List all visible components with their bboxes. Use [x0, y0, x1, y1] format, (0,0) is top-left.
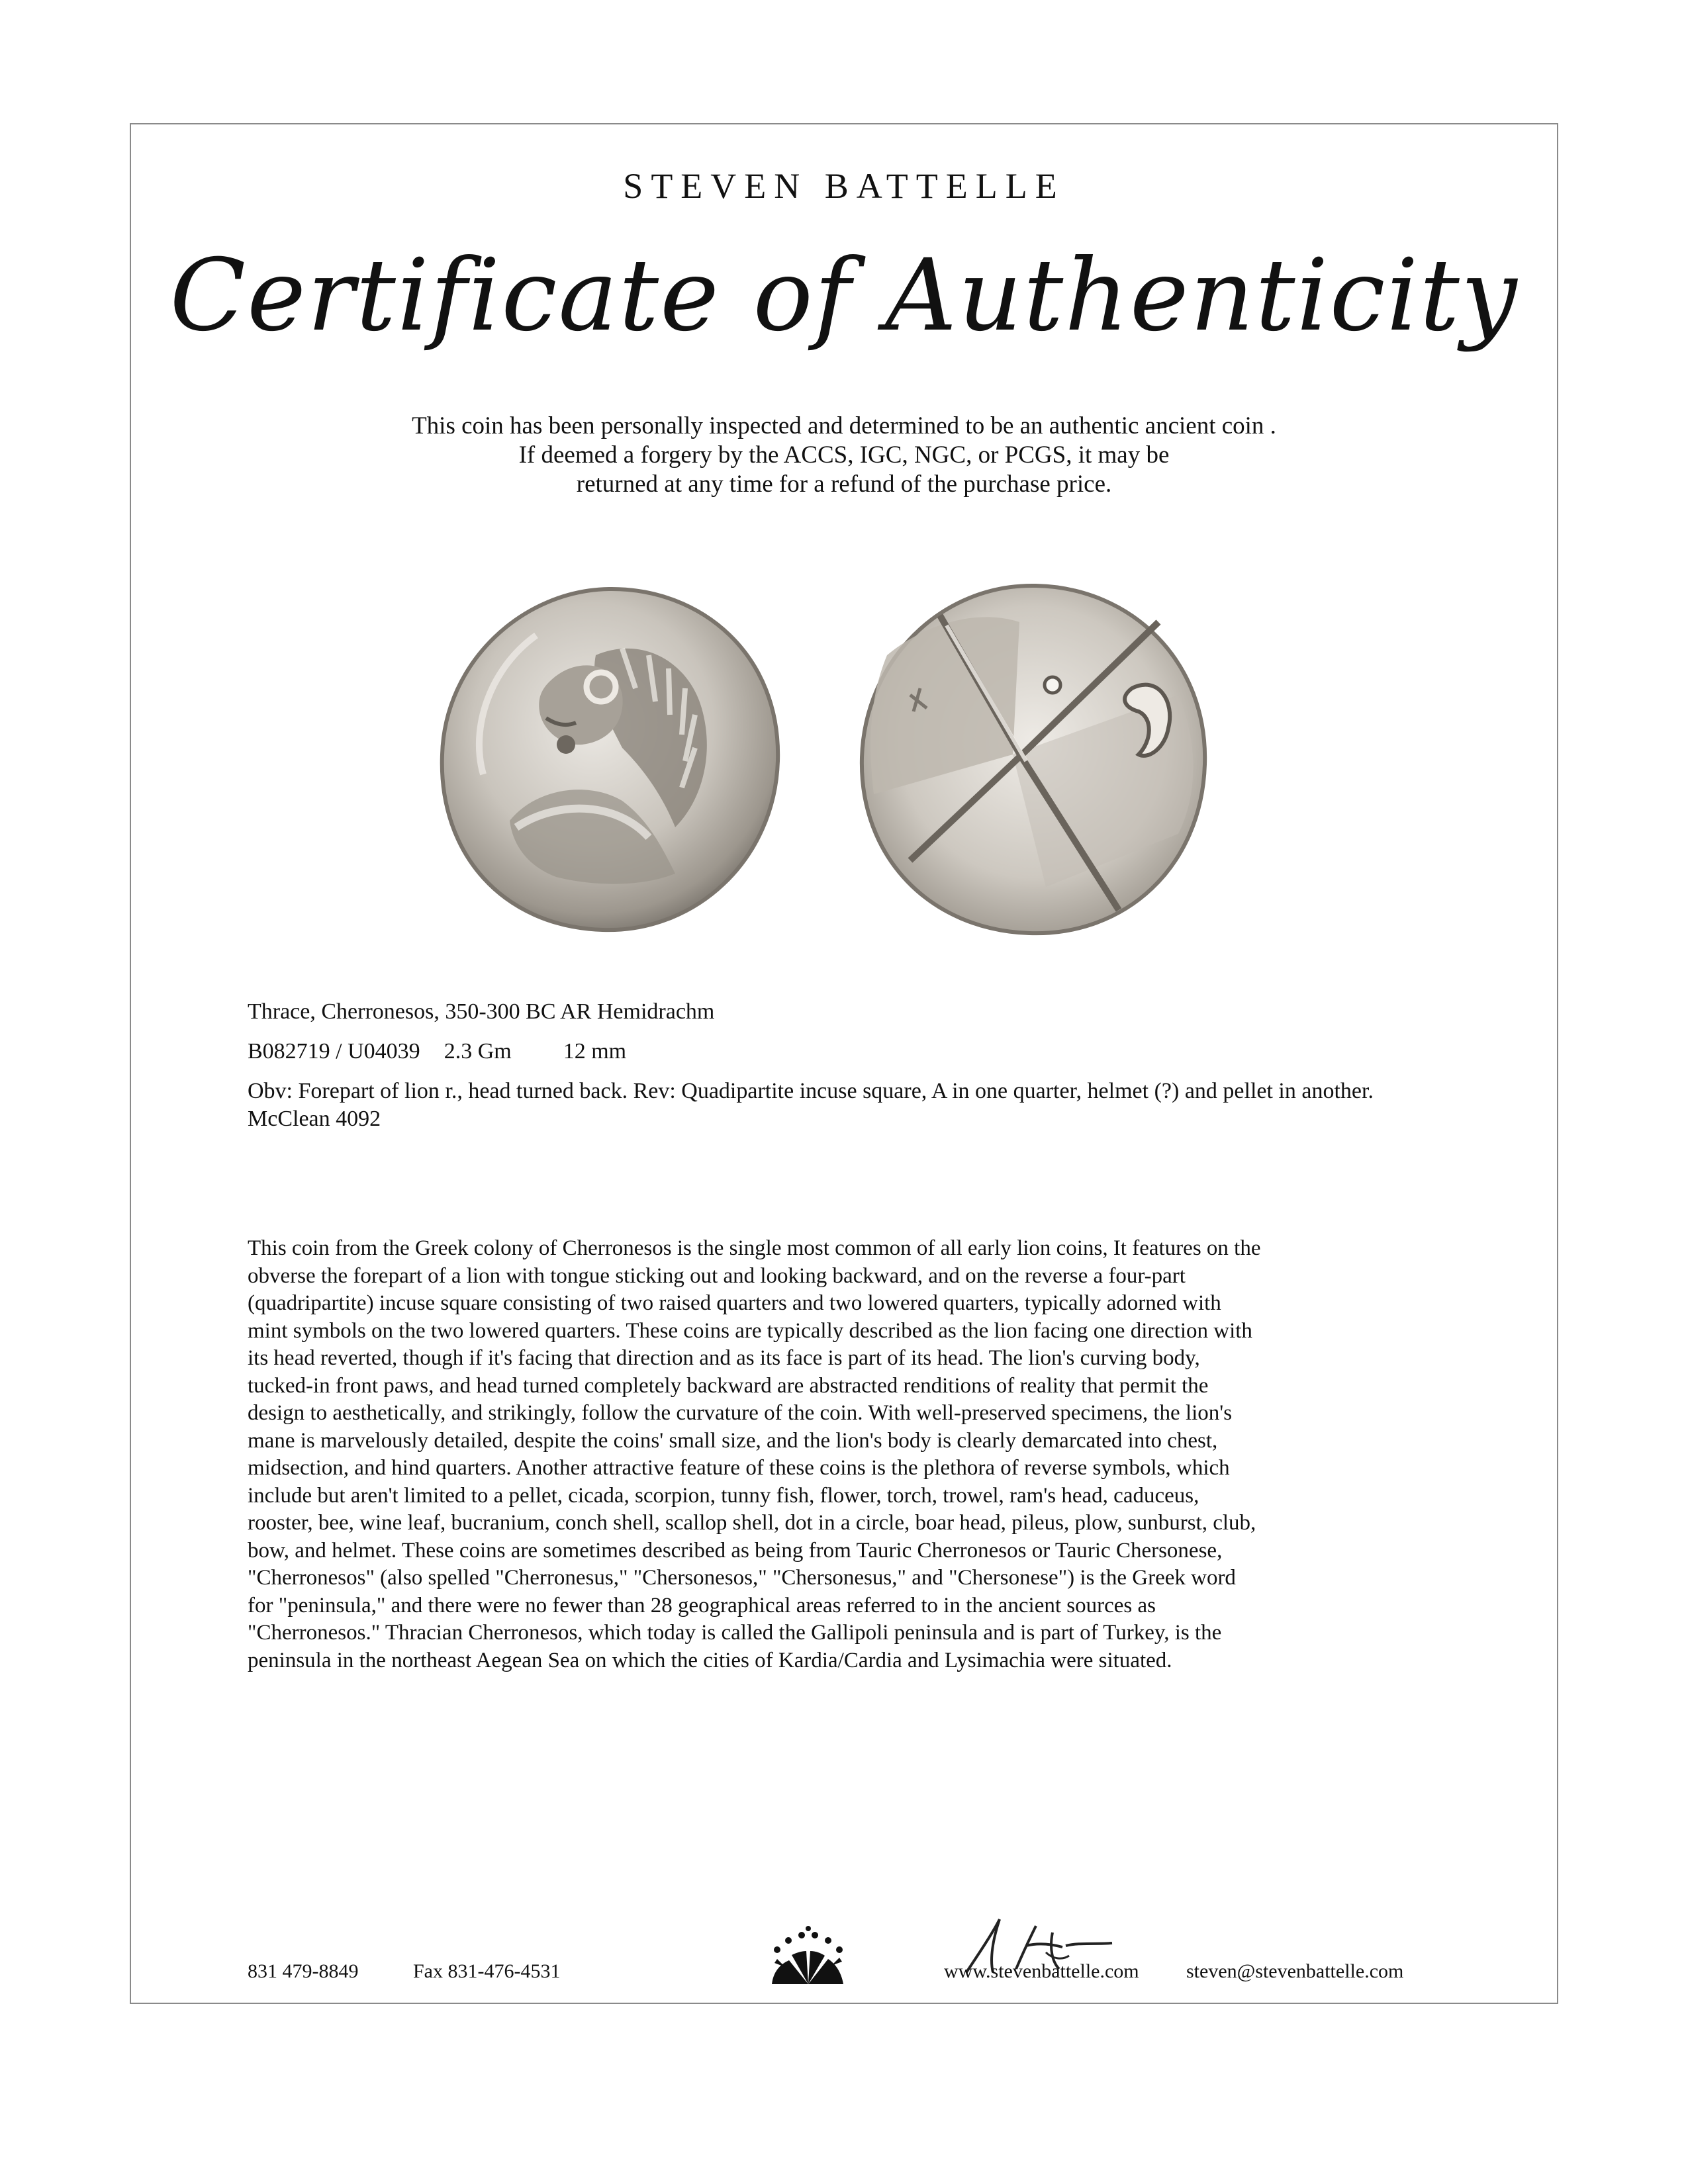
coin-weight: 2.3 Gm — [444, 1039, 512, 1064]
coin-id: B082719 / U04039 — [248, 1039, 420, 1064]
description-line: its head reverted, though if it's facing that direction and as its face is part of its head. The lion's curving body, — [248, 1346, 1200, 1370]
description-line: mane is marvelously detailed, despite the coins' small size, and the lion's body is clearly demarcated into chest, — [248, 1428, 1218, 1453]
description-line: include but aren't limited to a pellet, cicada, scorpion, tunny fish, flower, torch, trowel, ram's head, caduceus, — [248, 1483, 1199, 1508]
description-line: bow, and helmet. These coins are sometimes described as being from Tauric Cherronesos or Tauric Chersonese, — [248, 1538, 1223, 1563]
statement-line: If deemed a forgery by the ACCS, IGC, NGC, or PCGS, it may be — [518, 441, 1170, 469]
description-line: midsection, and hind quarters. Another attractive feature of these coins is the plethora of reverse symbols, which — [248, 1456, 1230, 1480]
phone-number: 831 479-8849 — [248, 1960, 359, 1982]
email-link[interactable]: steven@stevenbattelle.com — [1186, 1960, 1404, 1982]
description-line: "Cherronesos." Thracian Cherronesos, which today is called the Gallipoli peninsula and is part of Turkey, is the — [248, 1621, 1222, 1645]
statement-line: This coin has been personally inspected and determined to be an authentic ancient coin . — [412, 412, 1276, 439]
description-line: peninsula in the northeast Aegean Sea on which the cities of Kardia/Cardia and Lysimachia were situated. — [248, 1648, 1172, 1672]
fax-number: Fax 831-476-4531 — [413, 1960, 561, 1982]
description-line: (quadripartite) incuse square consisting of two raised quarters and two lowered quarters, typically adorned with — [248, 1291, 1221, 1315]
description-line: tucked-in front paws, and head turned completely backward are abstracted renditions of reality that permit the — [248, 1373, 1209, 1398]
coin-identifiers — [248, 1038, 1399, 1066]
description-line: obverse the forepart of a lion with tongue sticking out and looking backward, and on the reverse a four-part — [248, 1263, 1186, 1288]
coin-size: 12 mm — [563, 1039, 627, 1064]
authenticity-statement — [0, 412, 1688, 499]
coin-reverse-image — [847, 576, 1218, 946]
sunburst-logo-icon — [765, 1926, 851, 1985]
coin-description — [248, 1235, 1399, 1674]
description-line: design to aesthetically, and strikingly, follow the curvature of the coin. With well-preserved specimens, the lion's — [248, 1401, 1233, 1425]
brand-name: STEVEN BATTELLE — [623, 166, 1065, 206]
coin-details — [248, 998, 1399, 1145]
description-line: for "peninsula," and there were no fewer than 28 geographical areas referred to in the ancient sources as — [248, 1593, 1156, 1617]
coin-images — [424, 576, 1231, 946]
coin-name: Thrace, Cherronesos, 350-300 BC AR Hemidrachm — [248, 999, 715, 1024]
statement-line: returned at any time for a refund of the purchase price. — [576, 471, 1112, 498]
description-line: "Cherronesos" (also spelled "Cherronesus," "Chersonesos," "Chersonesus," and "Chersonese") is the Greek word — [248, 1566, 1236, 1590]
description-line: mint symbols on the two lowered quarters. These coins are typically described as the lion facing one direction with — [248, 1318, 1252, 1343]
description-line: This coin from the Greek colony of Cherronesos is the single most common of all early lion coins, It features on the — [248, 1236, 1261, 1260]
coin-obverse-image — [424, 576, 794, 946]
certificate-title: Certificate of Authenticity — [169, 238, 1519, 353]
coin-obverse-reverse: Obv: Forepart of lion r., head turned back. Rev: Quadipartite incuse square, A in one quarter, helmet (?) and pellet in another. McClean 4092 — [248, 1079, 1374, 1131]
website-link[interactable]: www.stevenbattelle.com — [944, 1960, 1139, 1982]
description-line: rooster, bee, wine leaf, bucranium, conch shell, scallop shell, dot in a circle, boar head, pileus, plow, sunburst, club, — [248, 1511, 1256, 1535]
